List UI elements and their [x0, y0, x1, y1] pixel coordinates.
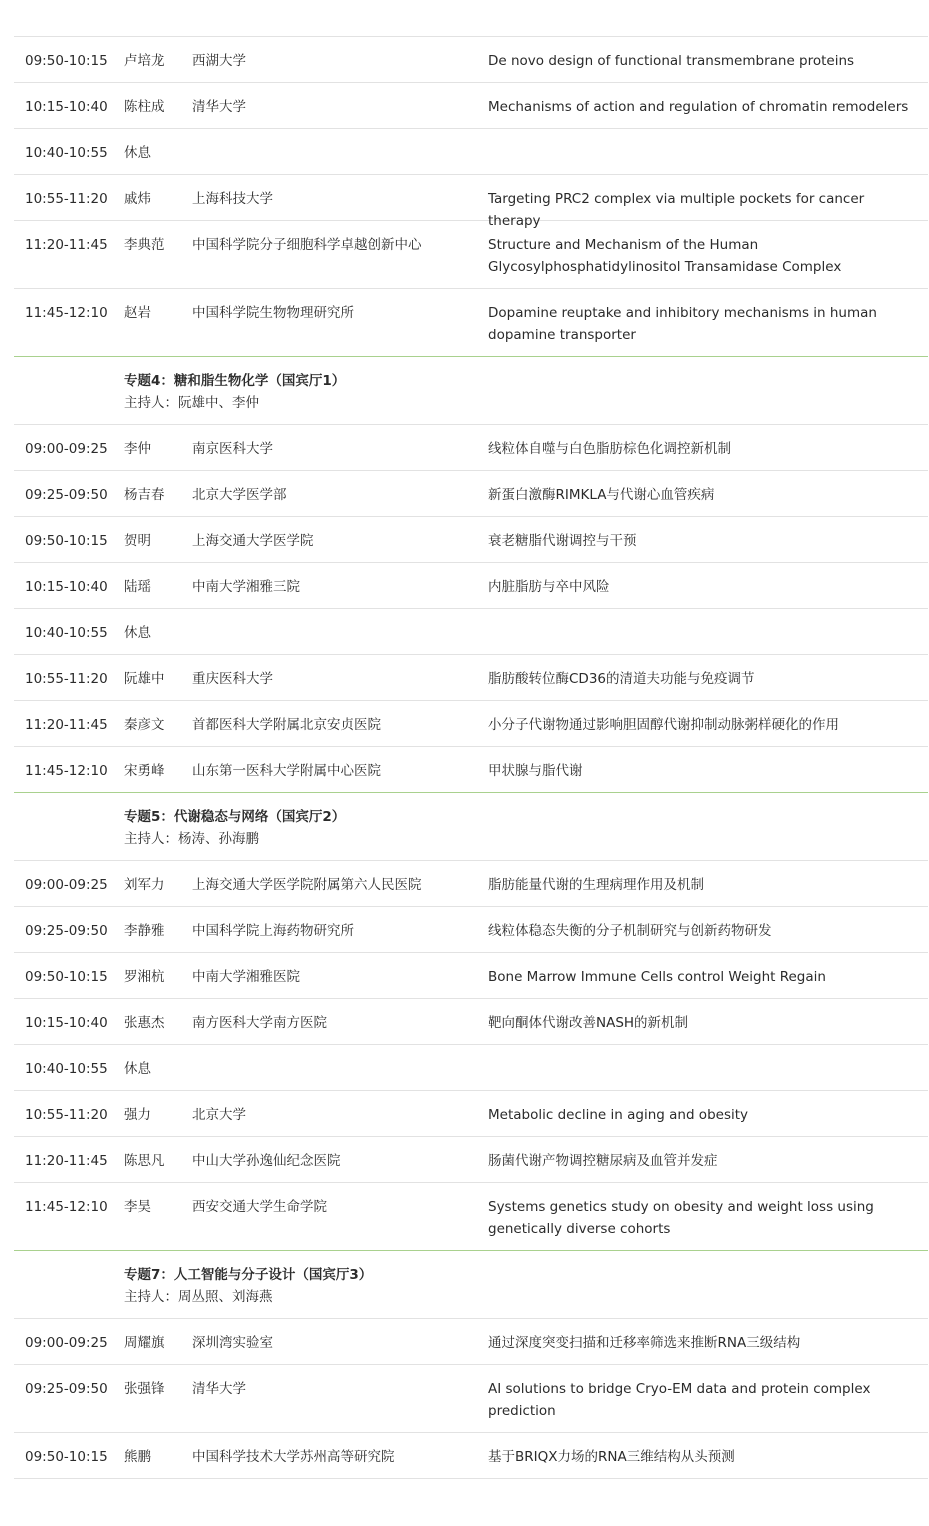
institution-cell: 上海交通大学医学院附属第六人民医院: [192, 877, 422, 893]
institution-cell: 重庆医科大学: [192, 671, 273, 687]
institution-cell: 西安交通大学生命学院: [192, 1199, 327, 1215]
schedule-row: [14, 1365, 928, 1433]
talk-title-cell: 线粒体稳态失衡的分子机制研究与创新药物研发: [488, 923, 772, 939]
schedule-row: [14, 1183, 928, 1251]
speaker-cell: 罗湘杭: [124, 969, 165, 985]
session-header-row: [14, 357, 928, 425]
institution-cell: 首都医科大学附属北京安贞医院: [192, 717, 381, 733]
schedule-row: [14, 37, 928, 83]
institution-cell: 中南大学湘雅医院: [192, 969, 300, 985]
institution-cell: 南京医科大学: [192, 441, 273, 457]
speaker-cell: 杨吉春: [124, 487, 165, 503]
schedule-row: [14, 175, 928, 229]
institution-cell: 中国科学院生物物理研究所: [192, 305, 354, 321]
time-cell: 10:40-10:55: [25, 625, 108, 641]
talk-title-cell: 脂肪能量代谢的生理病理作用及机制: [488, 877, 704, 893]
time-cell: 11:45-12:10: [25, 1199, 108, 1215]
time-cell: 10:40-10:55: [25, 1061, 108, 1077]
speaker-cell: 秦彦文: [124, 717, 165, 733]
time-cell: 10:15-10:40: [25, 1015, 108, 1031]
speaker-cell: 戚炜: [124, 191, 151, 207]
talk-title-cell: AI solutions to bridge Cryo-EM data and protein complex prediction: [488, 1381, 871, 1419]
schedule-row: [14, 609, 928, 655]
talk-title-cell: 内脏脂肪与卒中风险: [488, 579, 610, 595]
session-title: 专题5：代谢稳态与网络（国宾厅2）: [124, 809, 346, 825]
session-title: 专题4：糖和脂生物化学（国宾厅1）: [124, 373, 346, 389]
time-cell: 09:50-10:15: [25, 969, 108, 985]
session-header-row: [14, 793, 928, 861]
talk-title-cell: De novo design of functional transmembrane proteins: [488, 53, 855, 69]
session-header: [124, 806, 345, 850]
talk-title-cell: Bone Marrow Immune Cells control Weight Regain: [488, 969, 826, 985]
session-header: [124, 1264, 372, 1308]
schedule-row: [14, 1137, 928, 1183]
time-cell: 11:45-12:10: [25, 305, 108, 321]
talk-title-cell: 靶向酮体代谢改善NASH的新机制: [488, 1015, 689, 1031]
institution-cell: 中国科学院上海药物研究所: [192, 923, 354, 939]
time-cell: 11:20-11:45: [25, 717, 108, 733]
speaker-cell: 卢培龙: [124, 53, 165, 69]
time-cell: 10:55-11:20: [25, 671, 108, 687]
speaker-cell: 李仲: [124, 441, 151, 457]
speaker-cell: 贺明: [124, 533, 151, 549]
schedule-row: [14, 221, 928, 289]
speaker-cell: 赵岩: [124, 305, 151, 321]
speaker-cell: 休息: [124, 145, 151, 161]
time-cell: 09:50-10:15: [25, 53, 108, 69]
time-cell: 11:20-11:45: [25, 1153, 108, 1169]
schedule-row: [14, 999, 928, 1045]
time-cell: 09:25-09:50: [25, 923, 108, 939]
time-cell: 09:00-09:25: [25, 877, 108, 893]
talk-title-cell: 基于BRIQX力场的RNA三维结构从头预测: [488, 1449, 735, 1465]
time-cell: 11:20-11:45: [25, 237, 108, 253]
speaker-cell: 李典范: [124, 237, 165, 253]
institution-cell: 山东第一医科大学附属中心医院: [192, 763, 381, 779]
schedule-row: [14, 655, 928, 701]
institution-cell: 清华大学: [192, 1381, 246, 1397]
time-cell: 09:50-10:15: [25, 1449, 108, 1465]
schedule-row: [14, 289, 928, 357]
institution-cell: 西湖大学: [192, 53, 246, 69]
talk-title-cell: Mechanisms of action and regulation of chromatin remodelers: [488, 99, 909, 115]
schedule-table: [14, 36, 928, 1479]
institution-cell: 南方医科大学南方医院: [192, 1015, 327, 1031]
institution-cell: 中国科学院分子细胞科学卓越创新中心: [192, 237, 422, 253]
session-header-row: [14, 1251, 928, 1319]
speaker-cell: 陈思凡: [124, 1153, 165, 1169]
time-cell: 10:40-10:55: [25, 145, 108, 161]
talk-title-cell: 肠菌代谢产物调控糖尿病及血管并发症: [488, 1153, 718, 1169]
schedule-row: [14, 471, 928, 517]
talk-title-cell: 新蛋白激酶RIMKLA与代谢心血管疾病: [488, 487, 715, 503]
talk-title-cell: [488, 1045, 920, 1058]
institution-cell: 清华大学: [192, 99, 246, 115]
session-host: 主持人：周丛照、刘海燕: [124, 1289, 273, 1305]
speaker-cell: 张惠杰: [124, 1015, 165, 1031]
time-cell: 11:45-12:10: [25, 763, 108, 779]
speaker-cell: 休息: [124, 1061, 151, 1077]
talk-title-cell: 通过深度突变扫描和迁移率筛选来推断RNA三级结构: [488, 1335, 801, 1351]
schedule-row: [14, 747, 928, 793]
time-cell: 09:00-09:25: [25, 441, 108, 457]
institution-cell: 中国科学技术大学苏州高等研究院: [192, 1449, 395, 1465]
speaker-cell: 阮雄中: [124, 671, 165, 687]
schedule-row: [14, 129, 928, 175]
schedule-row: [14, 1433, 928, 1479]
talk-title-cell: Metabolic decline in aging and obesity: [488, 1107, 749, 1123]
institution-cell: 上海科技大学: [192, 191, 273, 207]
talk-title-cell: 线粒体自噬与白色脂肪棕色化调控新机制: [488, 441, 731, 457]
schedule-row: [14, 517, 928, 563]
speaker-cell: 熊鹏: [124, 1449, 151, 1465]
session-title: 专题7：人工智能与分子设计（国宾厅3）: [124, 1267, 373, 1283]
institution-cell: 中南大学湘雅三院: [192, 579, 300, 595]
session-host: 主持人：杨涛、孙海鹏: [124, 831, 259, 847]
speaker-cell: 强力: [124, 1107, 151, 1123]
time-cell: 09:25-09:50: [25, 487, 108, 503]
talk-title-cell: 脂肪酸转位酶CD36的清道夫功能与免疫调节: [488, 671, 755, 687]
time-cell: 10:55-11:20: [25, 191, 108, 207]
talk-title-cell: [488, 129, 920, 142]
speaker-cell: 李昊: [124, 1199, 151, 1215]
talk-title-cell: 小分子代谢物通过影响胆固醇代谢抑制动脉粥样硬化的作用: [488, 717, 839, 733]
talk-title-cell: Systems genetics study on obesity and weight loss using genetically diverse cohorts: [488, 1199, 874, 1237]
institution-cell: 上海交通大学医学院: [192, 533, 314, 549]
session-header: [124, 370, 345, 414]
talk-title-cell: Dopamine reuptake and inhibitory mechanisms in human dopamine transporter: [488, 305, 877, 343]
institution-cell: 北京大学: [192, 1107, 246, 1123]
talk-title-cell: [488, 609, 920, 622]
institution-cell: 北京大学医学部: [192, 487, 287, 503]
speaker-cell: 周耀旗: [124, 1335, 165, 1351]
talk-title-cell: 甲状腺与脂代谢: [488, 763, 583, 779]
talk-title-cell: 衰老糖脂代谢调控与干预: [488, 533, 637, 549]
schedule-row: [14, 861, 928, 907]
time-cell: 10:15-10:40: [25, 99, 108, 115]
speaker-cell: 陈柱成: [124, 99, 165, 115]
speaker-cell: 休息: [124, 625, 151, 641]
schedule-row: [14, 953, 928, 999]
time-cell: 10:55-11:20: [25, 1107, 108, 1123]
schedule-row: [14, 701, 928, 747]
time-cell: 09:25-09:50: [25, 1381, 108, 1397]
schedule-row: [14, 1091, 928, 1137]
schedule-row: [14, 563, 928, 609]
speaker-cell: 李静雅: [124, 923, 165, 939]
session-host: 主持人：阮雄中、李仲: [124, 395, 259, 411]
schedule-row: [14, 1319, 928, 1365]
schedule-row: [14, 83, 928, 129]
time-cell: 09:50-10:15: [25, 533, 108, 549]
time-cell: 09:00-09:25: [25, 1335, 108, 1351]
speaker-cell: 张强锋: [124, 1381, 165, 1397]
speaker-cell: 宋勇峰: [124, 763, 165, 779]
talk-title-cell: Structure and Mechanism of the Human Glycosylphosphatidylinositol Transamidase Complex: [488, 237, 842, 275]
speaker-cell: 刘军力: [124, 877, 165, 893]
schedule-row: [14, 425, 928, 471]
schedule-row: [14, 907, 928, 953]
institution-cell: 中山大学孙逸仙纪念医院: [192, 1153, 341, 1169]
institution-cell: 深圳湾实验室: [192, 1335, 273, 1351]
speaker-cell: 陆瑶: [124, 579, 151, 595]
time-cell: 10:15-10:40: [25, 579, 108, 595]
talk-title-cell: Targeting PRC2 complex via multiple pockets for cancer therapy: [488, 191, 865, 229]
schedule-row: [14, 1045, 928, 1091]
